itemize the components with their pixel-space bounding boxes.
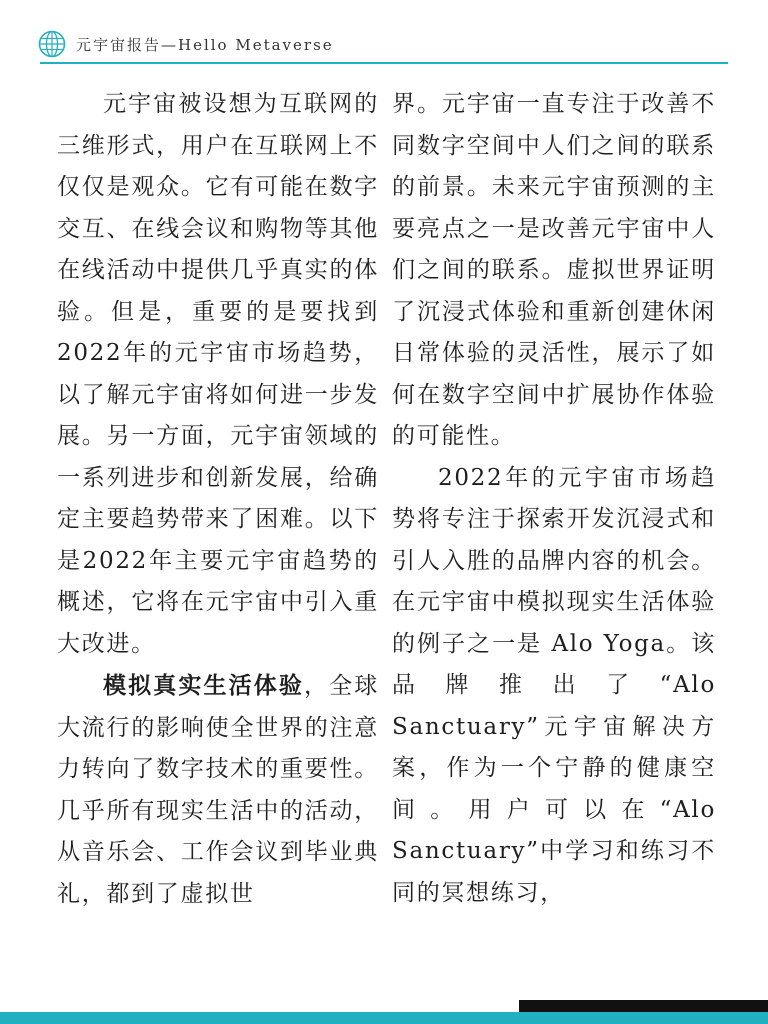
paragraph-simulated-life-text: ，全球大流行的影响使全世界的注意力转向了数字技术的重要性。几乎所有现实生活中的活动，从音乐会、工作会议到毕业典礼，都到了虚拟世	[57, 673, 379, 907]
right-column	[392, 84, 716, 914]
paragraph-continuation: 界。元宇宙一直专注于改善不同数字空间中人们之间的联系的前景。未来元宇宙预测的主要亮点之一是改善元宇宙中人们之间的联系。虚拟世界证明了沉浸式体验和重新创建休闲日常体验的灵活性，展示了如何在数字空间中扩展协作体验的可能性。	[392, 91, 716, 449]
globe-icon	[38, 30, 66, 58]
footer-bar-accent	[0, 1012, 768, 1024]
paragraph-simulated-life	[57, 665, 379, 915]
section-heading-simulated-life: 模拟真实生活体验	[103, 672, 305, 699]
paragraph-intro: 元宇宙被设想为互联网的三维形式，用户在互联网上不仅仅是观众。它有可能在数字交互、在线会议和购物等其他在线活动中提供几乎真实的体验。但是，重要的是要找到2022年的元宇宙市场趋势，以了解元宇宙将如何进一步发展。另一方面，元宇宙领域的一系列进步和创新发展，给确定主要趋势带来了困难。以下是2022年主要元宇宙趋势的概述，它将在元宇宙中引入重大改进。	[57, 91, 379, 657]
header-divider	[40, 62, 728, 64]
footer-bar-dark	[519, 1000, 768, 1012]
page-header	[38, 26, 728, 62]
header-title: 元宇宙报告—Hello Metaverse	[76, 35, 334, 54]
paragraph-market-trend: 2022年的元宇宙市场趋势将专注于探索开发沉浸式和引人入胜的品牌内容的机会。在元宇宙中模拟现实生活体验的例子之一是 Alo Yoga。该品牌推出了“Alo Sanctuary”元宇宙解决方案，作为一个宁静的健康空间。用户可以在“Alo Sanctuary”中学习和练习不同的冥想练习，	[392, 464, 716, 906]
left-column	[57, 84, 379, 915]
